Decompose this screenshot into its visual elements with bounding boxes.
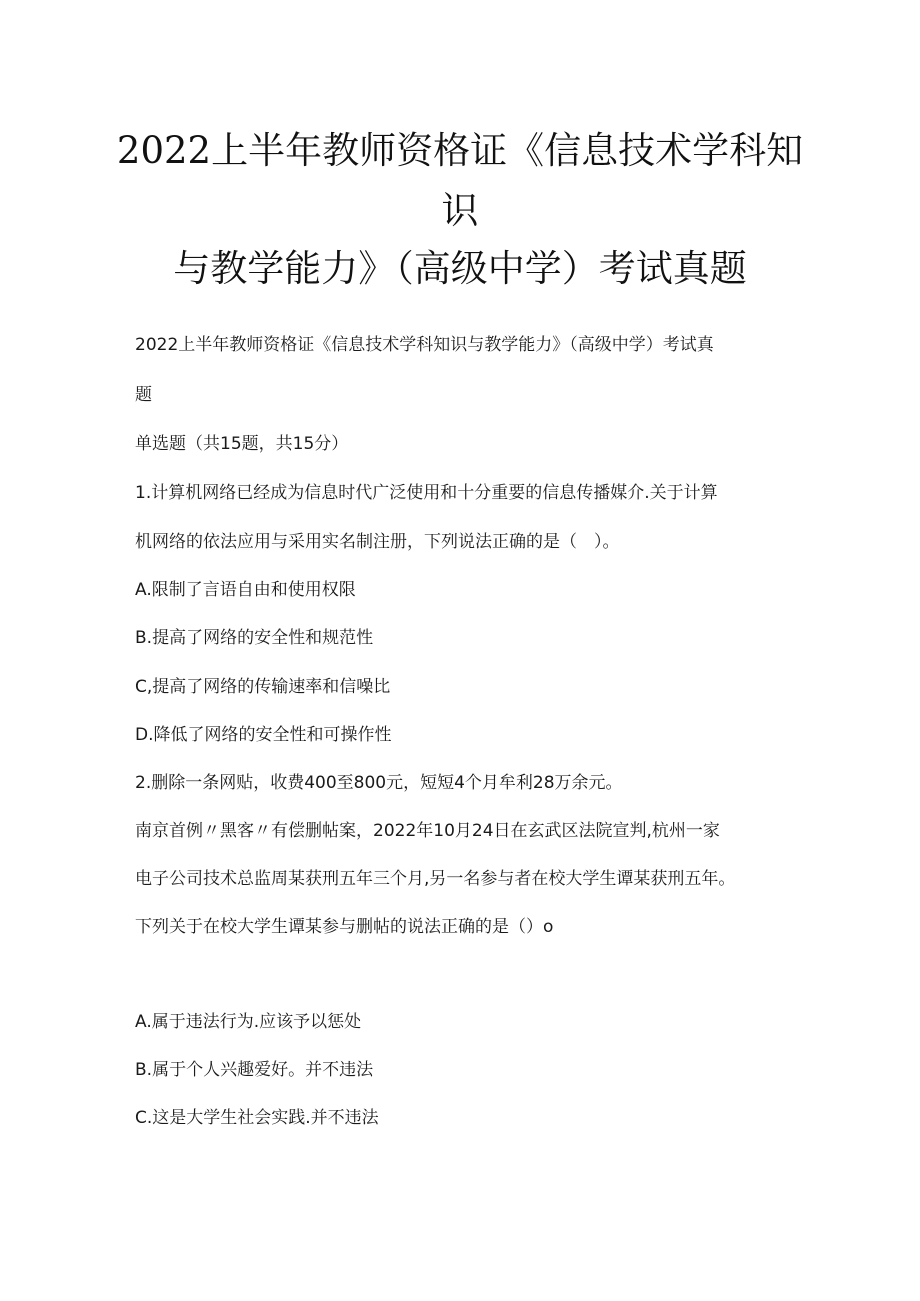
question-2-stem-line-1: 2.删除一条网贴，收费400至800元，短短4个月牟利28万余元。	[135, 773, 623, 793]
question-1-stem-line-1: 1.计算机网络已经成为信息时代广泛使用和十分重要的信息传播媒介.关于计算	[135, 483, 718, 503]
subtitle-line-1: 2022上半年教师资格证《信息技术学科知识与教学能力》（高级中学）考试真	[135, 335, 714, 355]
question-1-option-c: C,提高了网络的传输速率和信噪比	[135, 677, 391, 697]
question-2-option-c: C.这是大学生社会实践.并不违法	[135, 1108, 379, 1128]
question-2-stem-line-3: 电子公司技术总监周某获刑五年三个月,另一名参与者在校大学生谭某获刑五年。	[135, 869, 736, 889]
question-1-option-d: D.降低了网络的安全性和可操作性	[135, 725, 392, 745]
question-2-stem-line-4: 下列关于在校大学生谭某参与删帖的说法正确的是（）o	[135, 917, 554, 937]
question-1-stem-line-2: 机网络的依法应用与采用实名制注册，下列说法正确的是（ ）。	[135, 532, 620, 552]
document-title-line-3: 与教学能力》（高级中学）考试真题	[173, 247, 747, 290]
document-title-line-2: 识	[441, 189, 479, 232]
subtitle-line-2: 题	[135, 385, 152, 405]
question-1-option-a: A.限制了言语自由和使用权限	[135, 580, 356, 600]
question-2-stem-line-2: 南京首例〃黑客〃有偿删帖案，2022年10月24日在玄武区法院宣判,杭州一家	[135, 821, 720, 841]
question-2-option-a: A.属于违法行为.应该予以惩处	[135, 1012, 362, 1032]
document-title-line-1: 2022上半年教师资格证《信息技术学科知	[116, 129, 804, 172]
section-heading: 单选题（共15题，共15分）	[135, 434, 349, 454]
question-1-option-b: B.提高了网络的安全性和规范性	[135, 628, 374, 648]
question-2-option-b: B.属于个人兴趣爱好。并不违法	[135, 1060, 374, 1080]
